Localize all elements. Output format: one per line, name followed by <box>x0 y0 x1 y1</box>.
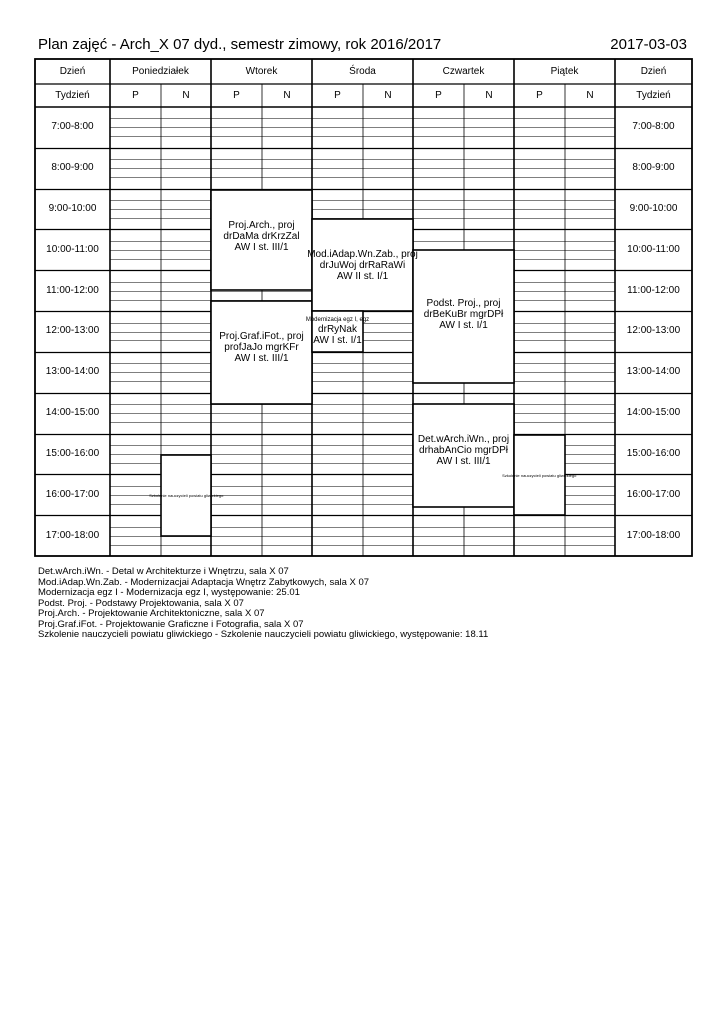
day-header-corner-left: Dzień <box>59 65 86 77</box>
event-wt-proj-arch <box>213 192 310 288</box>
day-header: Piątek <box>550 65 579 77</box>
day-header: Czwartek <box>442 65 485 77</box>
event-cz-det-warch <box>415 406 512 505</box>
hour-label-right: 13:00-14:00 <box>626 366 681 378</box>
hour-label-left: 10:00-11:00 <box>46 243 99 255</box>
print-date: 2017-03-03 <box>610 36 687 53</box>
hour-label-left: 12:00-13:00 <box>45 325 100 337</box>
parity-header: P <box>334 89 341 101</box>
parity-header: P <box>132 89 139 101</box>
parity-header: N <box>384 89 392 101</box>
hour-label-left: 15:00-16:00 <box>45 447 100 459</box>
hour-label-right: 15:00-16:00 <box>626 447 681 459</box>
event-line: AW I st. III/1 <box>234 242 289 253</box>
event-line: Mod.iAdap.Wn.Zab., proj <box>307 249 418 260</box>
hour-label-right: 9:00-10:00 <box>629 203 678 215</box>
day-header-corner-right: Dzień <box>640 65 667 77</box>
event-line: drDaMa drKrzZal <box>223 231 300 242</box>
hour-label-right: 7:00-8:00 <box>632 121 675 133</box>
event-line: Proj.Arch., proj <box>228 220 295 231</box>
week-header-left: Tydzień <box>55 89 90 101</box>
hour-label-left: 8:00-9:00 <box>51 162 94 174</box>
parity-header: N <box>283 89 291 101</box>
page-title: Plan zajęć - Arch_X 07 dyd., semestr zimowy, rok 2016/2017 <box>38 36 442 53</box>
hour-label-right: 11:00-12:00 <box>627 284 680 296</box>
hour-label-left: 14:00-15:00 <box>45 407 100 419</box>
hour-label-right: 10:00-11:00 <box>627 243 680 255</box>
parity-header: N <box>586 89 594 101</box>
event-line: drRyNak <box>318 324 357 335</box>
hour-label-left: 7:00-8:00 <box>51 121 94 133</box>
event-line: AW I st. I/1 <box>439 320 488 331</box>
hour-label-right: 8:00-9:00 <box>632 162 675 174</box>
event-cz-podst-proj <box>415 252 512 381</box>
event-line: Szkolenie nauczycieli powiatu gliwickiego <box>148 493 224 498</box>
event-line: drJuWoj drRaRaWi <box>319 260 406 271</box>
event-line: AW I st. III/1 <box>234 353 289 364</box>
event-pt-szkolenie <box>502 437 577 513</box>
event-line: AW II st. I/1 <box>336 271 389 282</box>
legend <box>38 567 488 641</box>
parity-header: P <box>536 89 543 101</box>
hour-label-left: 17:00-18:00 <box>45 529 100 541</box>
day-header: Poniedziałek <box>132 65 189 77</box>
event-line: AW I st. III/1 <box>436 456 491 467</box>
hour-label-left: 13:00-14:00 <box>45 366 100 378</box>
hour-label-right: 16:00-17:00 <box>626 488 681 500</box>
day-header: Wtorek <box>245 65 278 77</box>
legend-entry: Podst. Proj. - Podstawy Projektowania, sala X 07 <box>38 597 244 609</box>
event-line: AW I st. I/1 <box>313 335 362 346</box>
legend-entry: Szkolenie nauczycieli powiatu gliwickiego - Szkolenie nauczycieli powiatu gliwickiego, występowanie: 18.11 <box>38 629 489 640</box>
event-line: Modernizacja egz I, egz <box>305 317 370 323</box>
event-sr-mod-iadap <box>307 221 418 309</box>
hour-label-left: 16:00-17:00 <box>45 488 100 500</box>
event-line: Det.wArch.iWn., proj <box>417 434 510 445</box>
hour-label-right: 17:00-18:00 <box>626 529 681 541</box>
parity-header: N <box>485 89 493 101</box>
day-header: Środa <box>349 65 376 77</box>
event-sr-modernizacja <box>305 313 370 350</box>
event-line: Szkolenie nauczycieli powiatu gliwickiego <box>502 472 577 478</box>
legend-entry: Proj.Graf.iFot. - Projektowanie Graficzne i Fotografia, sala X 07 <box>38 618 304 630</box>
event-line: drhabAnCio mgrDPł <box>419 445 508 456</box>
event-wt-proj-graf <box>213 303 310 402</box>
event-line: Proj.Graf.iFot., proj <box>219 331 304 342</box>
legend-entry: Mod.iAdap.Wn.Zab. - Modernizacjai Adaptacja Wnętrz Zabytkowych, sala X 07 <box>38 576 370 588</box>
legend-entry: Proj.Arch. - Projektowanie Architektoniczne, sala X 07 <box>38 608 265 619</box>
week-header-right: Tydzień <box>636 89 671 101</box>
hour-label-left: 9:00-10:00 <box>48 203 97 215</box>
parity-header: P <box>233 89 240 101</box>
hour-label-right: 12:00-13:00 <box>626 325 681 337</box>
parity-header: N <box>182 89 190 101</box>
legend-entry: Det.wArch.iWn. - Detal w Architekturze i Wnętrzu, sala X 07 <box>38 566 289 577</box>
parity-header: P <box>435 89 442 101</box>
event-line: profJaJo mgrKFr <box>224 342 299 353</box>
hour-label-right: 14:00-15:00 <box>626 407 681 419</box>
event-pn-szkolenie <box>148 457 224 534</box>
hour-label-left: 11:00-12:00 <box>46 284 99 296</box>
event-line: drBeKuBr mgrDPł <box>423 309 504 320</box>
legend-entry: Modernizacja egz I - Modernizacja egz I, występowanie: 25.01 <box>38 587 300 598</box>
event-line: Podst. Proj., proj <box>426 298 501 309</box>
